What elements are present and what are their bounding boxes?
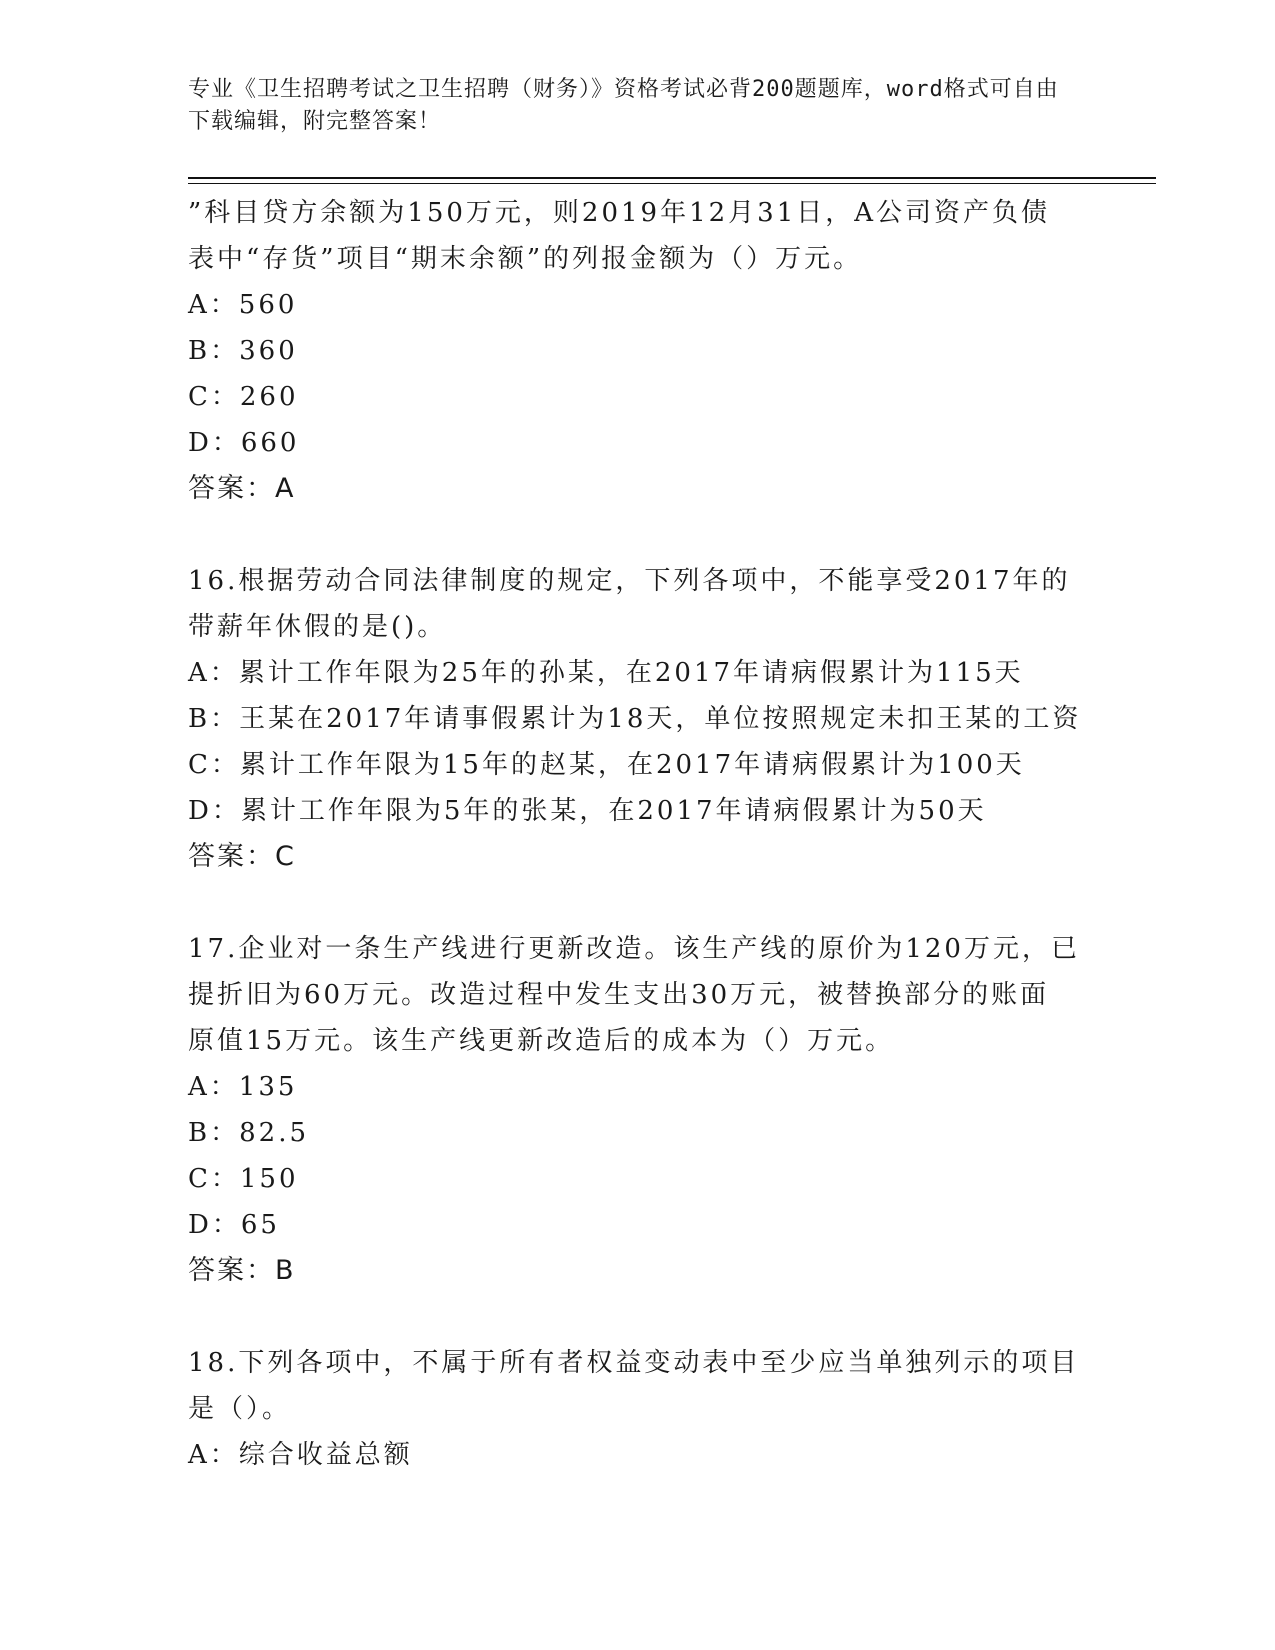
option-d: D：660 (188, 428, 300, 458)
question-stem-line: ”科目贷方余额为150万元，则2019年12月31日，A公司资产负债 (188, 198, 1051, 228)
document-header: 专业《卫生招聘考试之卫生招聘（财务）》资格考试必背200题题库，word格式可自由下载编辑，附完整答案！ (188, 77, 1059, 134)
question-stem-line: 17.企业对一条生产线进行更新改造。该生产线的原价为120万元，已 (188, 934, 1080, 964)
option-a: A：560 (188, 290, 298, 320)
option-d: D：65 (188, 1210, 280, 1240)
spacer (188, 1294, 1088, 1340)
header-rule-thin (188, 183, 1156, 184)
spacer (188, 880, 1088, 926)
answer-line: 答案：B (188, 1255, 296, 1286)
option-d: D：累计工作年限为5年的张某，在2017年请病假累计为50天 (188, 796, 987, 826)
question-16 (188, 558, 1088, 880)
option-a: A：综合收益总额 (188, 1440, 413, 1470)
option-b: B：王某在2017年请事假累计为18天，单位按照规定未扣王某的工资 (188, 704, 1082, 734)
question-stem-line: 16.根据劳动合同法律制度的规定，下列各项中，不能享受2017年的 (188, 566, 1071, 596)
question-17 (188, 926, 1088, 1294)
option-c: C：150 (188, 1164, 299, 1194)
question-stem-line: 18.下列各项中，不属于所有者权益变动表中至少应当单独列示的项目 (188, 1348, 1080, 1378)
option-c: C：累计工作年限为15年的赵某，在2017年请病假累计为100天 (188, 750, 1025, 780)
spacer (188, 512, 1088, 558)
answer-line: 答案：A (188, 473, 296, 504)
question-15 (188, 190, 1088, 512)
header-rule-thick (188, 177, 1156, 179)
option-b: B：82.5 (188, 1118, 309, 1148)
question-stem-line: 原值15万元。该生产线更新改造后的成本为（）万元。 (188, 1026, 895, 1056)
option-c: C：260 (188, 382, 299, 412)
question-stem-line: 提折旧为60万元。改造过程中发生支出30万元，被替换部分的账面 (188, 980, 1050, 1010)
question-stem-line: 表中“存货”项目“期末余额”的列报金额为（）万元。 (188, 244, 863, 274)
question-content (188, 190, 1088, 1478)
question-stem-line: 带薪年休假的是()。 (188, 612, 447, 642)
option-a: A：累计工作年限为25年的孙某，在2017年请病假累计为115天 (188, 658, 1024, 688)
answer-line: 答案：C (188, 841, 296, 872)
option-a: A：135 (188, 1072, 298, 1102)
option-b: B：360 (188, 336, 298, 366)
question-18 (188, 1340, 1088, 1478)
question-stem-line: 是（）。 (188, 1394, 292, 1424)
